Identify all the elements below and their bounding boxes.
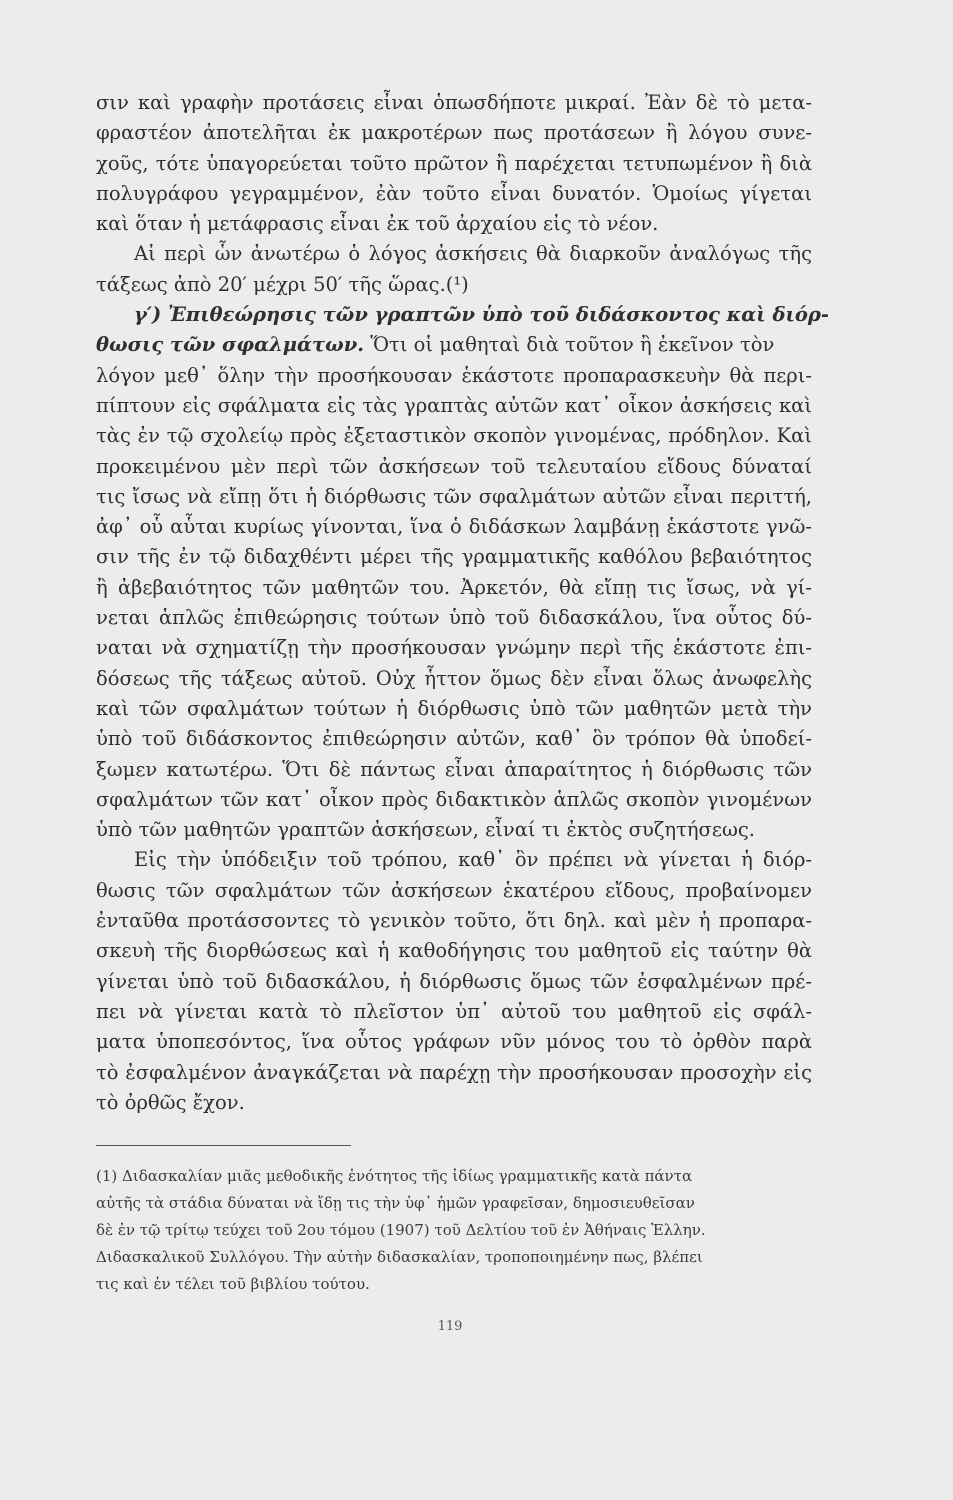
page-number: 119 <box>437 1319 463 1334</box>
text-line: χοῦς, τότε ὑπαγορεύεται τοῦτο πρῶτον ἢ παρέχεται τετυπωμένον ἢ διὰ <box>96 151 812 175</box>
text-line: Εἰς τὴν ὑπόδειξιν τοῦ τρόπου, καθ᾽ ὃν πρέπει νὰ γίνεται ἡ διόρ- <box>134 848 812 872</box>
text-line: ματα ὑποπεσόντος, ἵνα οὗτος γράφων νῦν μόνος του τὸ ὀρθὸν παρὰ <box>96 1030 812 1054</box>
text-line: τάξεως ἀπὸ 20′ μέχρι 50′ τῆς ὥρας.(¹) <box>96 272 469 296</box>
section-heading-continuation: θωσις τῶν σφαλμάτων. <box>96 333 365 357</box>
text-line: προκειμένου μὲν περὶ τῶν ἀσκήσεων τοῦ τελευταίου εἴδους δύναταί <box>96 454 812 478</box>
footnote-line: δὲ ἐν τῷ τρίτῳ τεύχει τοῦ 2ου τόμου (1907) τοῦ Δελτίου τοῦ ἐν Ἀθήναις Ἑλλην. <box>96 1221 706 1239</box>
text-line: φραστέον ἀποτελῆται ἐκ μακροτέρων πως προτάσεων ἢ λόγου συνε- <box>96 121 812 145</box>
text-line: ἢ ἀβεβαιότητος τῶν μαθητῶν του. Ἀρκετόν, θὰ εἴπῃ τις ἴσως, νὰ γί- <box>96 575 812 599</box>
footnote <box>96 1163 812 1298</box>
text-line: καὶ ὅταν ἡ μετάφρασις εἶναι ἐκ τοῦ ἀρχαίου εἰς τὸ νέον. <box>96 212 659 236</box>
text-fragment: Ὅτι οἱ μαθηταὶ διὰ τοῦτον ἢ ἐκεῖνον τὸν <box>370 333 775 357</box>
text-line: θωσις τῶν σφαλμάτων τῶν ἀσκήσεων ἑκατέρου εἴδους, προβαίνομεν <box>96 878 812 902</box>
footnote-line: Διδασκαλικοῦ Συλλόγου. Τὴν αὐτὴν διδασκαλίαν, τροποποιημένην πως, βλέπει <box>96 1248 703 1266</box>
text-line: δόσεως τῆς τάξεως αὐτοῦ. Οὐχ ἧττον ὅμως δὲν εἶναι ὅλως ἀνωφελὴς <box>96 666 812 690</box>
footnote-divider <box>96 1145 351 1146</box>
footnote-line: τις καὶ ἐν τέλει τοῦ βιβλίου τούτου. <box>96 1275 370 1293</box>
text-line: Αἱ περὶ ὧν ἀνωτέρω ὁ λόγος ἀσκήσεις θὰ διαρκοῦν ἀναλόγως τῆς <box>134 242 812 266</box>
text-line: σφαλμάτων τῶν κατ᾽ οἶκον πρὸς διδακτικὸν ἁπλῶς σκοπὸν γινομένων <box>96 787 812 811</box>
text-line: ὑπὸ τῶν μαθητῶν γραπτῶν ἀσκήσεων, εἶναί τι ἐκτὸς συζητήσεως. <box>96 818 755 842</box>
main-text <box>96 88 829 1118</box>
footnote-line: αὐτῆς τὰ στάδια δύναται νὰ ἴδῃ τις τὴν ὑφ᾽ ἡμῶν γραφεῖσαν, δημοσιευθεῖσαν <box>96 1194 695 1212</box>
text-line: σκευὴ τῆς διορθώσεως καὶ ἡ καθοδήγησις του μαθητοῦ εἰς ταύτην θὰ <box>96 939 812 963</box>
text-line: τὸ ὀρθῶς ἔχον. <box>96 1090 245 1114</box>
text-line: πολυγράφου γεγραμμένον, ἐὰν τοῦτο εἶναι δυνατόν. Ὁμοίως γίγεται <box>96 181 812 205</box>
section-heading: γ′) Ἐπιθεώρησις τῶν γραπτῶν ὑπὸ τοῦ διδάσκοντος καὶ διόρ- <box>134 303 829 327</box>
text-line: σιν καὶ γραφὴν προτάσεις εἶναι ὁπωσδήποτε μικραί. Ἐὰν δὲ τὸ μετα- <box>96 91 812 114</box>
text-line: πει νὰ γίνεται κατὰ τὸ πλεῖστον ὑπ᾽ αὐτοῦ του μαθητοῦ εἰς σφάλ- <box>96 999 812 1023</box>
text-line: καὶ τῶν σφαλμάτων τούτων ἡ διόρθωσις ὑπὸ τῶν μαθητῶν μετὰ τὴν <box>96 696 812 720</box>
text-line: λόγον μεθ᾽ ὅλην τὴν προσήκουσαν ἑκάστοτε προπαρασκευὴν θὰ περι- <box>96 363 812 387</box>
text-line: τις ἴσως νὰ εἴπῃ ὅτι ἡ διόρθωσις τῶν σφαλμάτων αὐτῶν εἶναι περιττή, <box>96 484 812 508</box>
footnote-line: (1) Διδασκαλίαν μιᾶς μεθοδικῆς ἑνότητος τῆς ἰδίως γραμματικῆς κατὰ πάντα <box>96 1167 693 1185</box>
text-line: πίπτουν εἰς σφάλματα εἰς τὰς γραπτὰς αὐτῶν κατ᾽ οἶκον ἀσκήσεις καὶ <box>96 393 812 417</box>
text-line: τὸ ἐσφαλμένον ἀναγκάζεται νὰ παρέχῃ τὴν προσήκουσαν προσοχὴν εἰς <box>96 1060 812 1084</box>
text-line: σιν τῆς ἐν τῷ διδαχθέντι μέρει τῆς γραμματικῆς καθόλου βεβαιότητος <box>96 545 812 569</box>
text-line: νεται ἁπλῶς ἐπιθεώρησις τούτων ὑπὸ τοῦ διδασκάλου, ἵνα οὗτος δύ- <box>96 606 812 630</box>
text-line-mixed <box>96 330 812 360</box>
text-line: ἀφ᾽ οὗ αὗται κυρίως γίνονται, ἵνα ὁ διδάσκων λαμβάνῃ ἑκάστοτε γνῶ- <box>96 515 812 539</box>
text-line: ἐνταῦθα προτάσσοντες τὸ γενικὸν τοῦτο, ὅτι δηλ. καὶ μὲν ἡ προπαρα- <box>96 909 812 933</box>
text-line: ναται νὰ σχηματίζῃ τὴν προσήκουσαν γνώμην περὶ τῆς ἑκάστοτε ἐπι- <box>96 636 812 660</box>
text-line: ὑπὸ τοῦ διδάσκοντος ἐπιθεώρησιν αὐτῶν, καθ᾽ ὃν τρόπον θὰ ὑποδεί- <box>96 727 812 751</box>
text-line: τὰς ἐν τῷ σχολείῳ πρὸς ἐξεταστικὸν σκοπὸν γινομένας, πρόδηλον. Καὶ <box>96 424 812 448</box>
text-line: γίνεται ὑπὸ τοῦ διδασκάλου, ἡ διόρθωσις ὅμως τῶν ἐσφαλμένων πρέ- <box>96 969 812 993</box>
text-line: ξωμεν κατωτέρω. Ὅτι δὲ πάντως εἶναι ἀπαραίτητος ἡ διόρθωσις τῶν <box>96 757 812 781</box>
